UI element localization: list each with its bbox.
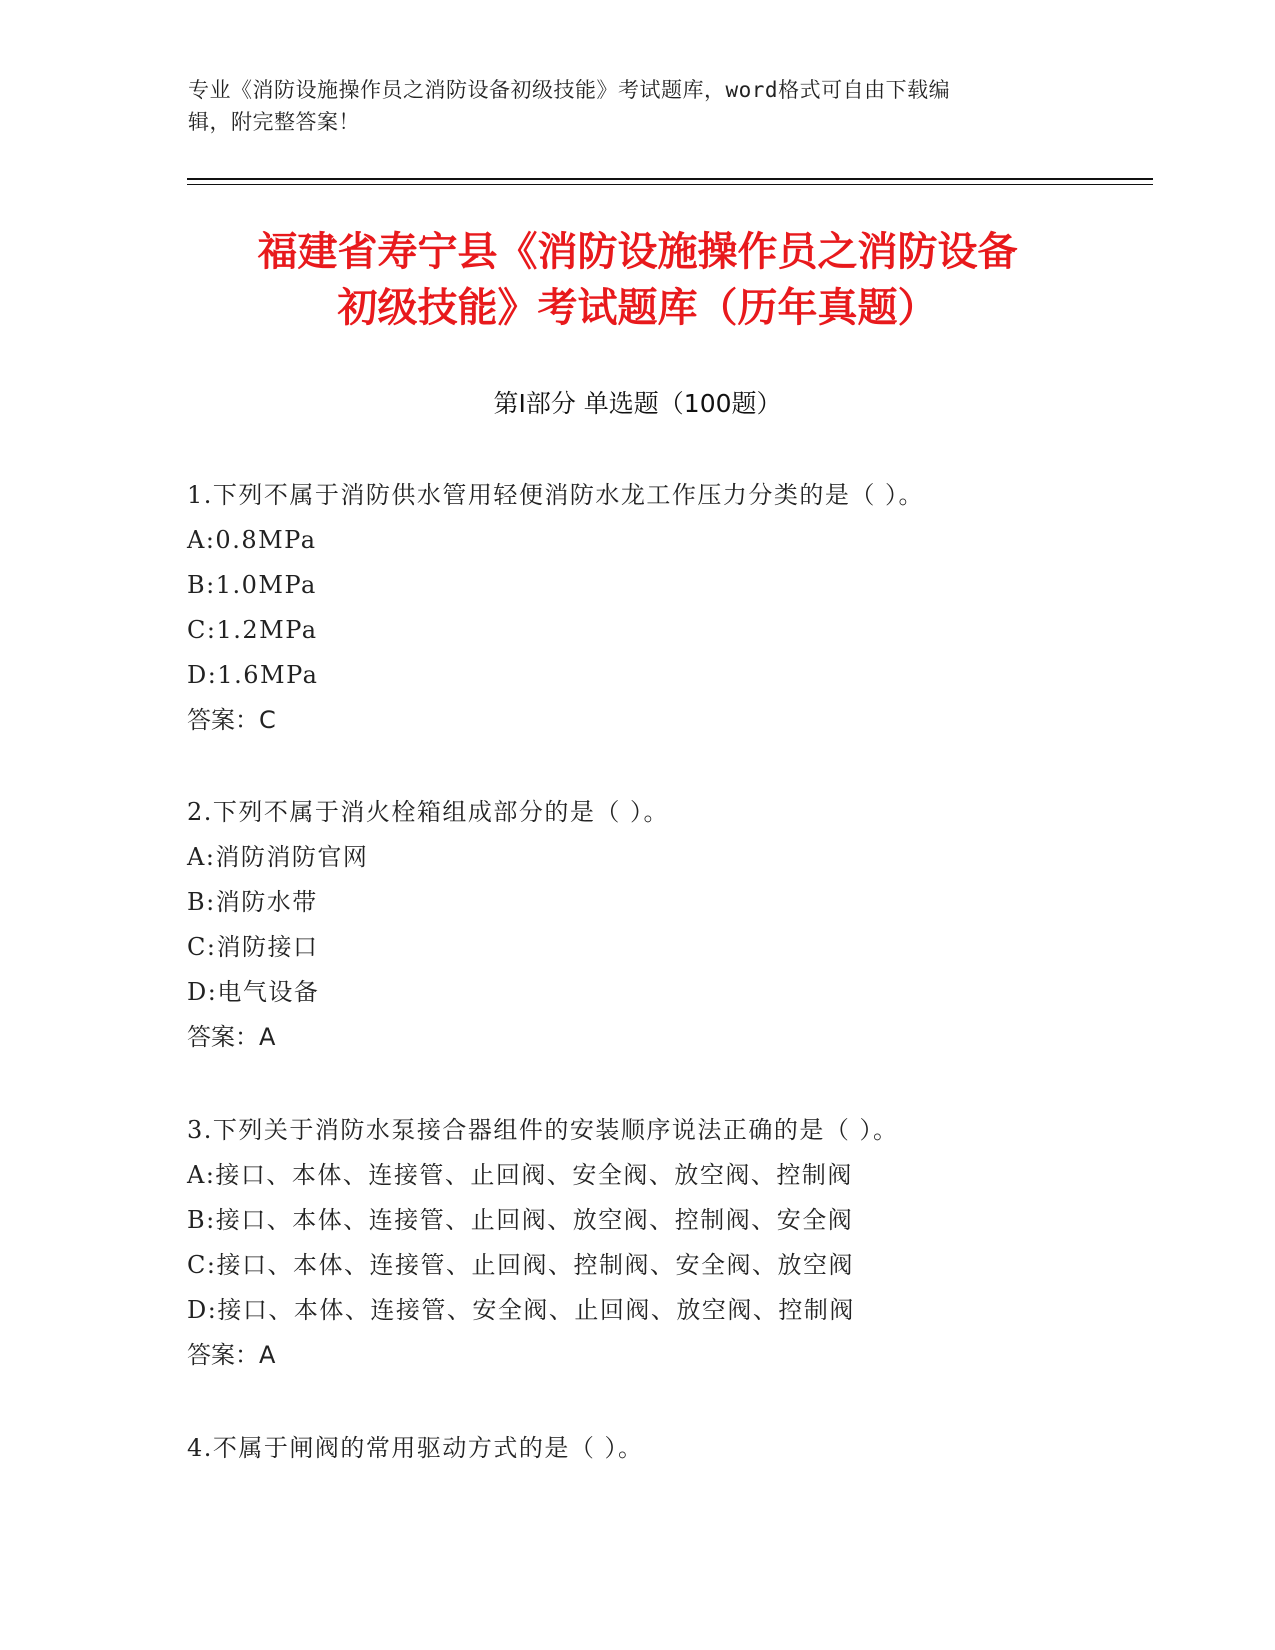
option-a: A:接口、本体、连接管、止回阀、安全阀、放空阀、控制阀 (187, 1161, 853, 1189)
question-4 (187, 1426, 1127, 1471)
document-title (150, 224, 1125, 336)
question-2 (187, 790, 1127, 1060)
header-note-line-1: 专业《消防设施操作员之消防设备初级技能》考试题库，word格式可自由下载编 (188, 78, 951, 102)
question-stem: 2.下列不属于消火栓箱组成部分的是（ ）。 (187, 798, 670, 826)
answer-label: 答案：A (187, 1341, 276, 1369)
header-rule-thick (187, 178, 1153, 180)
option-b: B:接口、本体、连接管、止回阀、放空阀、控制阀、安全阀 (187, 1206, 854, 1234)
question-3 (187, 1108, 1127, 1378)
option-d: D:1.6MPa (187, 661, 319, 689)
document-title-line-2: 初级技能》考试题库（历年真题） (337, 285, 938, 331)
option-c: C:接口、本体、连接管、止回阀、控制阀、安全阀、放空阀 (187, 1251, 854, 1279)
header-note-line-2: 辑，附完整答案！ (188, 110, 360, 134)
document-title-line-1: 福建省寿宁县《消防设施操作员之消防设备 (257, 229, 1018, 275)
option-b: B:消防水带 (187, 888, 318, 916)
header-note (188, 74, 1068, 138)
option-c: C:消防接口 (187, 933, 319, 961)
question-stem: 4.不属于闸阀的常用驱动方式的是（ ）。 (187, 1434, 644, 1462)
answer-label: 答案：C (187, 706, 276, 734)
question-stem: 1.下列不属于消防供水管用轻便消防水龙工作压力分类的是（ ）。 (187, 481, 925, 509)
option-a: A:消防消防官网 (187, 843, 369, 871)
header-rule-thin (187, 184, 1153, 185)
option-b: B:1.0MPa (187, 571, 317, 599)
option-a: A:0.8MPa (187, 526, 317, 554)
option-d: D:接口、本体、连接管、安全阀、止回阀、放空阀、控制阀 (187, 1296, 855, 1324)
question-stem: 3.下列关于消防水泵接合器组件的安装顺序说法正确的是（ ）。 (187, 1116, 899, 1144)
question-1 (187, 473, 1127, 743)
option-d: D:电气设备 (187, 978, 320, 1006)
section-title: 第Ⅰ部分 单选题（100题） (493, 389, 782, 418)
option-c: C:1.2MPa (187, 616, 318, 644)
answer-label: 答案：A (187, 1023, 276, 1051)
